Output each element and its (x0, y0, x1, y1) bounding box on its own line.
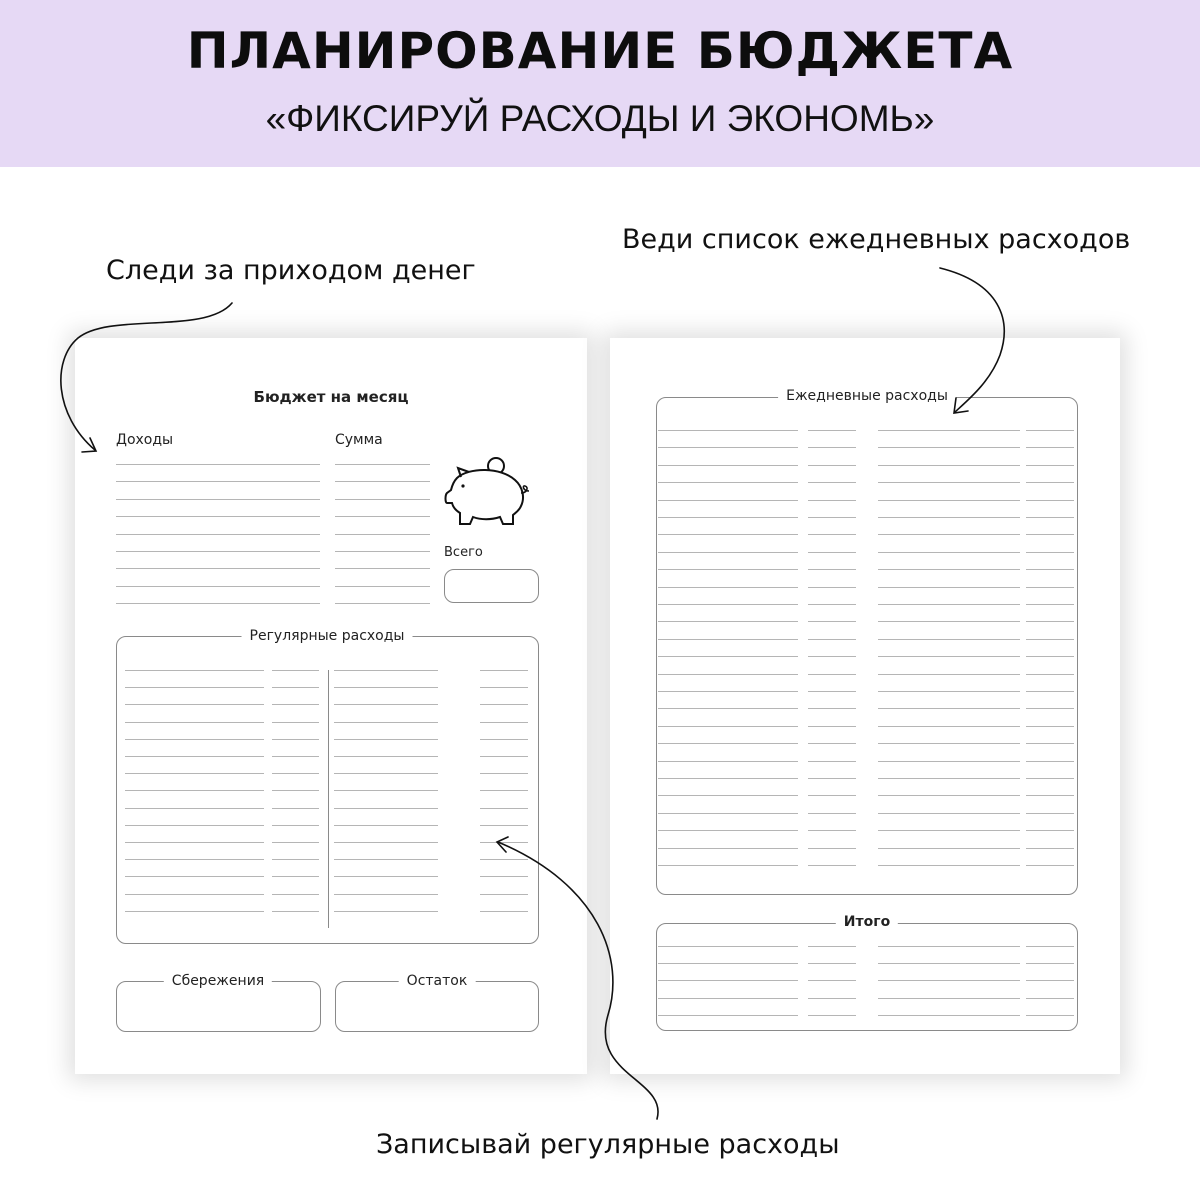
regular-row-line (480, 790, 528, 791)
regular-row-line (272, 670, 319, 671)
income-row-line (335, 551, 430, 552)
regular-row-line (480, 687, 528, 688)
regular-row-line (125, 808, 264, 809)
daily-row-line (808, 587, 856, 588)
regular-row-line (125, 756, 264, 757)
daily-row-line (1026, 865, 1074, 866)
daily-row-line (808, 430, 856, 431)
daily-row-line (658, 517, 798, 518)
summary-row-line (878, 946, 1020, 947)
income-row-line (335, 586, 430, 587)
daily-row-line (808, 813, 856, 814)
regular-row-line (334, 739, 438, 740)
regular-row-line (272, 756, 319, 757)
daily-row-line (658, 830, 798, 831)
regular-row-line (125, 790, 264, 791)
daily-row-line (658, 761, 798, 762)
summary-row-line (658, 946, 798, 947)
regular-row-line (272, 842, 319, 843)
regular-row-line (480, 704, 528, 705)
annotation-regular: Записывай регулярные расходы (376, 1129, 840, 1160)
right-planner-page (610, 338, 1120, 1074)
daily-row-line (658, 621, 798, 622)
daily-row-line (878, 447, 1020, 448)
daily-row-line (1026, 517, 1074, 518)
daily-row-line (878, 517, 1020, 518)
daily-row-line (658, 691, 798, 692)
regular-row-line (125, 911, 264, 912)
regular-row-line (125, 670, 264, 671)
daily-row-line (658, 813, 798, 814)
daily-row-line (808, 865, 856, 866)
regular-row-line (334, 808, 438, 809)
daily-row-line (878, 465, 1020, 466)
regular-row-line (272, 722, 319, 723)
regular-row-line (125, 687, 264, 688)
summary-title: Итого (836, 914, 898, 930)
regular-expenses-title: Регулярные расходы (242, 628, 413, 644)
daily-row-line (808, 517, 856, 518)
income-row-line (116, 551, 320, 552)
daily-row-line (1026, 691, 1074, 692)
daily-row-line (878, 604, 1020, 605)
daily-row-line (658, 795, 798, 796)
income-row-line (116, 534, 320, 535)
regular-row-line (480, 825, 528, 826)
daily-row-line (808, 656, 856, 657)
left-planner-page (75, 338, 587, 1074)
income-row-line (335, 499, 430, 500)
regular-row-line (272, 825, 319, 826)
regular-row-line (480, 876, 528, 877)
total-box[interactable] (444, 569, 539, 603)
regular-row-line (480, 842, 528, 843)
daily-row-line (808, 447, 856, 448)
income-row-line (116, 603, 320, 604)
daily-row-line (808, 743, 856, 744)
daily-row-line (878, 830, 1020, 831)
regular-row-line (125, 825, 264, 826)
daily-row-line (878, 761, 1020, 762)
daily-row-line (1026, 621, 1074, 622)
daily-row-line (1026, 587, 1074, 588)
daily-row-line (1026, 482, 1074, 483)
daily-row-line (878, 482, 1020, 483)
regular-row-line (272, 790, 319, 791)
regular-row-line (334, 859, 438, 860)
daily-expenses-title: Ежедневные расходы (778, 388, 956, 404)
daily-expenses-box (656, 397, 1078, 895)
regular-row-line (334, 687, 438, 688)
daily-row-line (1026, 708, 1074, 709)
regular-row-line (272, 739, 319, 740)
savings-label: Сбережения (164, 973, 272, 989)
regular-row-line (334, 894, 438, 895)
regular-row-line (125, 739, 264, 740)
regular-row-line (125, 859, 264, 860)
daily-row-line (878, 691, 1020, 692)
daily-row-line (878, 674, 1020, 675)
income-row-line (116, 499, 320, 500)
daily-row-line (1026, 656, 1074, 657)
daily-row-line (808, 848, 856, 849)
daily-row-line (658, 743, 798, 744)
income-row-line (335, 481, 430, 482)
summary-row-line (878, 998, 1020, 999)
income-row-line (335, 568, 430, 569)
daily-row-line (878, 813, 1020, 814)
daily-row-line (658, 534, 798, 535)
income-row-line (116, 516, 320, 517)
daily-row-line (808, 500, 856, 501)
regular-row-line (334, 790, 438, 791)
daily-row-line (878, 656, 1020, 657)
daily-row-line (1026, 430, 1074, 431)
regular-row-line (272, 894, 319, 895)
regular-row-line (125, 876, 264, 877)
daily-row-line (808, 830, 856, 831)
daily-row-line (658, 726, 798, 727)
page-subtitle: «ФИКСИРУЙ РАСХОДЫ И ЭКОНОМЬ» (265, 98, 935, 139)
regular-row-line (334, 773, 438, 774)
daily-row-line (658, 500, 798, 501)
daily-row-line (878, 743, 1020, 744)
daily-row-line (658, 587, 798, 588)
daily-row-line (878, 708, 1020, 709)
summary-row-line (808, 1015, 856, 1016)
regular-row-line (480, 911, 528, 912)
annotation-income: Следи за приходом денег (106, 255, 476, 286)
income-row-line (335, 516, 430, 517)
daily-row-line (1026, 813, 1074, 814)
daily-row-line (658, 447, 798, 448)
remainder-label: Остаток (399, 973, 476, 989)
summary-row-line (878, 963, 1020, 964)
regular-row-line (480, 722, 528, 723)
daily-row-line (808, 691, 856, 692)
summary-row-line (808, 980, 856, 981)
summary-row-line (878, 1015, 1020, 1016)
daily-row-line (658, 430, 798, 431)
daily-row-line (1026, 795, 1074, 796)
daily-row-line (658, 639, 798, 640)
daily-row-line (1026, 447, 1074, 448)
regular-row-line (480, 773, 528, 774)
daily-row-line (1026, 500, 1074, 501)
daily-row-line (808, 621, 856, 622)
daily-row-line (1026, 604, 1074, 605)
income-label: Доходы (116, 432, 174, 448)
summary-row-line (658, 963, 798, 964)
daily-row-line (808, 708, 856, 709)
daily-row-line (658, 569, 798, 570)
regular-row-line (125, 773, 264, 774)
regular-row-line (272, 773, 319, 774)
header-banner (0, 0, 1200, 167)
piggy-bank-icon (443, 453, 537, 529)
budget-month-title: Бюджет на месяц (253, 388, 409, 406)
daily-row-line (878, 865, 1020, 866)
daily-row-line (658, 848, 798, 849)
daily-row-line (878, 621, 1020, 622)
daily-row-line (1026, 674, 1074, 675)
daily-row-line (658, 656, 798, 657)
summary-row-line (1026, 946, 1074, 947)
daily-row-line (1026, 552, 1074, 553)
total-label: Всего (444, 545, 483, 560)
regular-row-line (334, 670, 438, 671)
daily-row-line (808, 552, 856, 553)
daily-row-line (808, 534, 856, 535)
regular-row-line (272, 876, 319, 877)
daily-row-line (1026, 848, 1074, 849)
summary-row-line (658, 1015, 798, 1016)
daily-row-line (878, 726, 1020, 727)
regular-row-line (334, 722, 438, 723)
regular-row-line (272, 859, 319, 860)
daily-row-line (1026, 726, 1074, 727)
income-row-line (116, 586, 320, 587)
daily-row-line (658, 552, 798, 553)
daily-row-line (808, 639, 856, 640)
regular-row-line (334, 842, 438, 843)
income-row-line (116, 568, 320, 569)
regular-row-line (334, 825, 438, 826)
daily-row-line (878, 569, 1020, 570)
page-title: ПЛАНИРОВАНИЕ БЮДЖЕТА (186, 22, 1014, 80)
summary-row-line (658, 980, 798, 981)
summary-row-line (1026, 1015, 1074, 1016)
summary-row-line (1026, 963, 1074, 964)
income-row-line (116, 464, 320, 465)
regular-row-line (480, 808, 528, 809)
summary-row-line (1026, 980, 1074, 981)
daily-row-line (1026, 778, 1074, 779)
daily-row-line (808, 778, 856, 779)
daily-row-line (658, 465, 798, 466)
daily-row-line (878, 639, 1020, 640)
daily-row-line (878, 848, 1020, 849)
regular-row-line (334, 911, 438, 912)
daily-row-line (878, 795, 1020, 796)
summary-row-line (658, 998, 798, 999)
regular-row-line (480, 739, 528, 740)
sum-label: Сумма (335, 432, 383, 448)
daily-row-line (1026, 743, 1074, 744)
daily-row-line (878, 500, 1020, 501)
summary-row-line (808, 946, 856, 947)
summary-row-line (808, 963, 856, 964)
daily-row-line (1026, 465, 1074, 466)
daily-row-line (808, 761, 856, 762)
daily-row-line (808, 482, 856, 483)
regular-divider (328, 670, 329, 928)
income-row-line (335, 464, 430, 465)
income-row-line (335, 603, 430, 604)
daily-row-line (658, 482, 798, 483)
daily-row-line (658, 604, 798, 605)
daily-row-line (1026, 534, 1074, 535)
daily-row-line (1026, 830, 1074, 831)
annotation-daily: Веди список ежедневных расходов (622, 224, 1131, 255)
daily-row-line (658, 865, 798, 866)
regular-row-line (480, 756, 528, 757)
daily-row-line (808, 674, 856, 675)
regular-row-line (480, 894, 528, 895)
regular-row-line (272, 808, 319, 809)
regular-row-line (334, 704, 438, 705)
regular-row-line (272, 687, 319, 688)
daily-row-line (1026, 761, 1074, 762)
regular-row-line (125, 722, 264, 723)
summary-row-line (1026, 998, 1074, 999)
daily-row-line (808, 726, 856, 727)
daily-row-line (658, 778, 798, 779)
regular-row-line (334, 756, 438, 757)
regular-row-line (272, 704, 319, 705)
daily-row-line (808, 795, 856, 796)
daily-row-line (878, 534, 1020, 535)
summary-row-line (808, 998, 856, 999)
regular-row-line (272, 911, 319, 912)
daily-row-line (808, 465, 856, 466)
daily-row-line (808, 604, 856, 605)
daily-row-line (1026, 639, 1074, 640)
daily-row-line (1026, 569, 1074, 570)
regular-row-line (334, 876, 438, 877)
regular-row-line (125, 704, 264, 705)
daily-row-line (658, 674, 798, 675)
daily-row-line (878, 430, 1020, 431)
income-row-line (335, 534, 430, 535)
daily-row-line (878, 587, 1020, 588)
summary-row-line (878, 980, 1020, 981)
regular-row-line (480, 670, 528, 671)
daily-row-line (658, 708, 798, 709)
regular-row-line (125, 842, 264, 843)
income-row-line (116, 481, 320, 482)
regular-row-line (125, 894, 264, 895)
daily-row-line (878, 778, 1020, 779)
daily-row-line (808, 569, 856, 570)
regular-row-line (480, 859, 528, 860)
daily-row-line (878, 552, 1020, 553)
